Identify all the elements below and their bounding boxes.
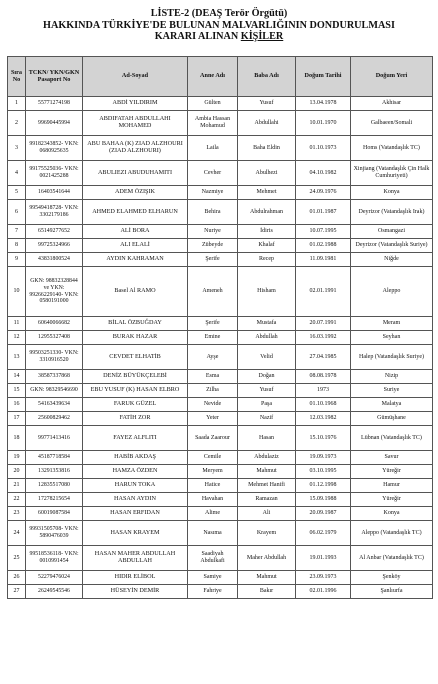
title-line-1: LİSTE-2 (DEAŞ Terör Örgütü) (150, 8, 288, 19)
cell-birthplace: Osmangazi (351, 225, 433, 239)
cell-no: 4 (8, 161, 26, 186)
cell-tc: 55771274198 (26, 97, 83, 111)
table-row (8, 331, 433, 345)
cell-birthplace: Al Anbar (Vatandaşlık TC) (351, 546, 433, 571)
cell-father: Ali (238, 507, 296, 521)
cell-birthdate: 27.04.1985 (296, 345, 351, 370)
cell-birthplace: Gümüşhane (351, 412, 433, 426)
cell-tc: 45187718584 (26, 451, 83, 465)
cell-no: 8 (8, 239, 26, 253)
cell-mother: Nuriye (188, 225, 238, 239)
cell-mother: Ayşe (188, 345, 238, 370)
cell-father: Yusuf (238, 384, 296, 398)
cell-birthdate: 06.02.1979 (296, 521, 351, 546)
cell-birthdate: 13.04.1978 (296, 97, 351, 111)
table-row (8, 186, 433, 200)
title-line-3 (0, 31, 438, 43)
cell-birthdate: 04.10.1982 (296, 161, 351, 186)
table-row (8, 412, 433, 426)
cell-birthplace: Aleppo (351, 267, 433, 317)
cell-mother: Behira (188, 200, 238, 225)
table-row (8, 384, 433, 398)
cell-name: HASAN AYDIN (83, 493, 188, 507)
cell-birthplace: Akhisar (351, 97, 433, 111)
cell-father: Maher Abdullah (238, 546, 296, 571)
cell-birthdate: 01.01.1987 (296, 200, 351, 225)
cell-name: ADEM ÖZIŞIK (83, 186, 188, 200)
cell-name: ABULIEZI ABUDUHAMITI (83, 161, 188, 186)
cell-father: Khalaf (238, 239, 296, 253)
cell-birthplace: Savur (351, 451, 433, 465)
cell-name: HASAN ERFIDAN (83, 507, 188, 521)
cell-no: 11 (8, 317, 26, 331)
cell-name: ALİ BORA (83, 225, 188, 239)
table-row (8, 521, 433, 546)
title-line-3-underlined: KİŞİLER (240, 31, 284, 42)
cell-mother: Ambia Hassan Mohamud (188, 111, 238, 136)
cell-name: HABİB AKDAŞ (83, 451, 188, 465)
cell-birthplace: Deyrizor (Vatandaşlık Suriye) (351, 239, 433, 253)
cell-mother: Fahriye (188, 585, 238, 599)
cell-name: FATİH ZOR (83, 412, 188, 426)
cell-tc: 60019087584 (26, 507, 83, 521)
cell-no: 9 (8, 253, 26, 267)
cell-mother: Şerife (188, 317, 238, 331)
table-row (8, 200, 433, 225)
cell-name: ABU BAHAA (K) ZIAD ALZHOURI (ZIAD ALZHOURI) (83, 136, 188, 161)
cell-no: 16 (8, 398, 26, 412)
table-row (8, 585, 433, 599)
cell-mother: Nazmiye (188, 186, 238, 200)
cell-mother: Esma (188, 370, 238, 384)
cell-father: Krayem (238, 521, 296, 546)
cell-name: FAYEZ ALFLITI (83, 426, 188, 451)
cell-birthplace: Niğde (351, 253, 433, 267)
cell-tc: 43831800524 (26, 253, 83, 267)
cell-mother: Meryem (188, 465, 238, 479)
table-row (8, 398, 433, 412)
cell-birthplace: Meram (351, 317, 433, 331)
table-row (8, 345, 433, 370)
cell-name: DENİZ BÜYÜKÇELEBİ (83, 370, 188, 384)
cell-birthdate: 19.01.1993 (296, 546, 351, 571)
cell-birthdate: 1973 (296, 384, 351, 398)
cell-mother: Cevher (188, 161, 238, 186)
cell-no: 26 (8, 571, 26, 585)
cell-birthdate: 11.09.1981 (296, 253, 351, 267)
table-row (8, 479, 433, 493)
table-row (8, 239, 433, 253)
cell-mother: Nasıma (188, 521, 238, 546)
cell-birthplace: Hamur (351, 479, 433, 493)
cell-birthdate: 10.01.1970 (296, 111, 351, 136)
cell-birthplace: Nizip (351, 370, 433, 384)
cell-tc: 17278215654 (26, 493, 83, 507)
cell-mother: Emine (188, 331, 238, 345)
cell-father: Abdulrahman (238, 200, 296, 225)
cell-birthdate: 01.10.1968 (296, 398, 351, 412)
cell-name: BURAK HAZAR (83, 331, 188, 345)
cell-tc: 12835517080 (26, 479, 83, 493)
table-row (8, 426, 433, 451)
cell-no: 6 (8, 200, 26, 225)
cell-name: AHMED ELAHMED ELHARUN (83, 200, 188, 225)
cell-no: 12 (8, 331, 26, 345)
cell-name: ALI ELALİ (83, 239, 188, 253)
cell-name: HASAN KRAYEM (83, 521, 188, 546)
cell-tc: 99182343852- VKN: 0680925635 (26, 136, 83, 161)
cell-name: HÜSEYİN DEMİR (83, 585, 188, 599)
cell-birthplace: Seyhan (351, 331, 433, 345)
cell-no: 13 (8, 345, 26, 370)
header-tc: TCKN/ YKN/GKN Pasaport No (26, 57, 83, 97)
cell-father: Paşa (238, 398, 296, 412)
cell-tc: 99771413416 (26, 426, 83, 451)
cell-father: Mahmut (238, 571, 296, 585)
cell-tc: 99549418728- VKN: 3302179186 (26, 200, 83, 225)
cell-mother: Nevide (188, 398, 238, 412)
cell-father: Abdullahi (238, 111, 296, 136)
cell-father: İdiris (238, 225, 296, 239)
cell-father: Ramazan (238, 493, 296, 507)
cell-father: Hisham (238, 267, 296, 317)
cell-no: 10 (8, 267, 26, 317)
title-line-3-plain: KARARI ALINAN (154, 31, 241, 42)
cell-no: 15 (8, 384, 26, 398)
cell-mother: Laila (188, 136, 238, 161)
cell-birthdate: 03.10.1995 (296, 465, 351, 479)
cell-no: 17 (8, 412, 26, 426)
table-row (8, 97, 433, 111)
cell-mother: Hatice (188, 479, 238, 493)
cell-tc: 99725324966 (26, 239, 83, 253)
cell-mother: Samiye (188, 571, 238, 585)
cell-tc: 54163439634 (26, 398, 83, 412)
header-birthplace: Doğum Yeri (351, 57, 433, 97)
cell-father: Mehmet (238, 186, 296, 200)
header-no: Sıra No (8, 57, 26, 97)
cell-mother: Gülten (188, 97, 238, 111)
cell-no: 21 (8, 479, 26, 493)
document-title (0, 8, 438, 43)
cell-birthplace: Aleppo (Vatandaşlık TC) (351, 521, 433, 546)
cell-birthdate: 23.09.1973 (296, 571, 351, 585)
cell-mother: Cemile (188, 451, 238, 465)
title-line-2: HAKKINDA TÜRKİYE'DE BULUNAN MALVARLIĞININ DONDURULMASI (43, 19, 395, 31)
cell-birthplace: Lübnan (Vatandaşlık TC) (351, 426, 433, 451)
cell-no: 24 (8, 521, 26, 546)
table-row (8, 317, 433, 331)
cell-tc: 99503251330- VKN: 3310916520 (26, 345, 83, 370)
cell-father: Yusuf (238, 97, 296, 111)
cell-birthplace: Konya (351, 186, 433, 200)
cell-no: 7 (8, 225, 26, 239)
cell-no: 18 (8, 426, 26, 451)
cell-birthplace: Yüreğir (351, 465, 433, 479)
cell-birthplace: Galbaeen/Somali (351, 111, 433, 136)
cell-no: 2 (8, 111, 26, 136)
cell-no: 27 (8, 585, 26, 599)
cell-no: 23 (8, 507, 26, 521)
cell-father: Nazif (238, 412, 296, 426)
cell-name: AYDIN KAHRAMAN (83, 253, 188, 267)
cell-mother: Ameneh (188, 267, 238, 317)
cell-name: HAMZA ÖZDEN (83, 465, 188, 479)
cell-birthplace: Homs (Vatandaşlık TC) (351, 136, 433, 161)
cell-tc: 16403541644 (26, 186, 83, 200)
cell-mother: Saadiyah Abdulkafi (188, 546, 238, 571)
cell-name: Basel Al RAMO (83, 267, 188, 317)
cell-no: 14 (8, 370, 26, 384)
cell-father: Abulhezi (238, 161, 296, 186)
cell-birthdate: 20.07.1991 (296, 317, 351, 331)
cell-birthplace: Halep (Vatandaşlık Suriye) (351, 345, 433, 370)
cell-mother: Zübeyde (188, 239, 238, 253)
cell-birthdate: 01.12.1998 (296, 479, 351, 493)
cell-tc: 38587337868 (26, 370, 83, 384)
cell-no: 1 (8, 97, 26, 111)
cell-mother: Alime (188, 507, 238, 521)
cell-father: Hasan (238, 426, 296, 451)
cell-name: HARUN TOKA (83, 479, 188, 493)
header-father: Baba Adı (238, 57, 296, 97)
cell-father: Doğan (238, 370, 296, 384)
cell-tc: 60640066682 (26, 317, 83, 331)
table-row (8, 507, 433, 521)
cell-birthdate: 15.10.1976 (296, 426, 351, 451)
cell-birthdate: 10.07.1995 (296, 225, 351, 239)
cell-birthplace: Şenköy (351, 571, 433, 585)
cell-no: 20 (8, 465, 26, 479)
table-row (8, 571, 433, 585)
cell-name: FARUK GÜZEL (83, 398, 188, 412)
cell-no: 5 (8, 186, 26, 200)
cell-no: 25 (8, 546, 26, 571)
cell-birthplace: Şanlıurfa (351, 585, 433, 599)
cell-mother: Havahan (188, 493, 238, 507)
cell-birthdate: 16.03.1992 (296, 331, 351, 345)
cell-father: Mehmet Hanifi (238, 479, 296, 493)
table-row (8, 136, 433, 161)
cell-birthdate: 20.09.1987 (296, 507, 351, 521)
cell-tc: GKN: 98329546690 (26, 384, 83, 398)
cell-birthplace: Deyrizor (Vatandaşlık Irak) (351, 200, 433, 225)
cell-birthdate: 08.08.1978 (296, 370, 351, 384)
cell-tc: GKN: 98832328844 ve YKN: 99266229140- VKN: 0580191000 (26, 267, 83, 317)
cell-birthdate: 02.01.1991 (296, 267, 351, 317)
cell-father: Abdulaziz (238, 451, 296, 465)
cell-tc: 99518536118- VKN: 0010991454 (26, 546, 83, 571)
cell-birthplace: Malatya (351, 398, 433, 412)
cell-name: HASAN MAHER ABDULLAH ABDULLAH (83, 546, 188, 571)
cell-birthdate: 15.09.1988 (296, 493, 351, 507)
cell-tc: 99175525036- VKN: 0021425288 (26, 161, 83, 186)
cell-father: Mustafa (238, 317, 296, 331)
table-row (8, 267, 433, 317)
cell-name: BİLAL ÖZBUĞDAY (83, 317, 188, 331)
table-header-row (8, 57, 433, 97)
header-birthdate: Doğum Tarihi (296, 57, 351, 97)
table-row (8, 161, 433, 186)
cell-father: Baha Eldin (238, 136, 296, 161)
cell-name: ABDİ YILDIRIM (83, 97, 188, 111)
cell-mother: Şerife (188, 253, 238, 267)
cell-name: CEVDET ELHATİB (83, 345, 188, 370)
table-row (8, 225, 433, 239)
table-row (8, 493, 433, 507)
cell-birthplace: Yüreğir (351, 493, 433, 507)
cell-mother: Saada Zaarour (188, 426, 238, 451)
cell-no: 19 (8, 451, 26, 465)
cell-name: HIDIR ELİBOL (83, 571, 188, 585)
cell-tc: 65149277652 (26, 225, 83, 239)
cell-tc: 99690445994 (26, 111, 83, 136)
cell-tc: 25600829462 (26, 412, 83, 426)
cell-birthplace: Konya (351, 507, 433, 521)
table-row (8, 253, 433, 267)
cell-birthdate: 19.09.1973 (296, 451, 351, 465)
cell-mother: Yeter (188, 412, 238, 426)
table-row (8, 465, 433, 479)
cell-no: 22 (8, 493, 26, 507)
cell-birthplace: Xinjiang (Vatandaşlık Çin Halk Cumhuriyeti) (351, 161, 433, 186)
cell-no: 3 (8, 136, 26, 161)
cell-birthdate: 02.01.1996 (296, 585, 351, 599)
cell-mother: Zilha (188, 384, 238, 398)
table-body (8, 97, 433, 599)
table-row (8, 111, 433, 136)
header-name: Ad-Soyad (83, 57, 188, 97)
cell-tc: 52279476024 (26, 571, 83, 585)
cell-father: Mahmut (238, 465, 296, 479)
cell-father: Velid (238, 345, 296, 370)
cell-tc: 26249545546 (26, 585, 83, 599)
cell-father: Recep (238, 253, 296, 267)
table-row (8, 370, 433, 384)
cell-father: Bakır (238, 585, 296, 599)
cell-birthdate: 24.09.1976 (296, 186, 351, 200)
cell-tc: 13291353816 (26, 465, 83, 479)
cell-birthdate: 12.03.1982 (296, 412, 351, 426)
cell-birthplace: Suriye (351, 384, 433, 398)
persons-table (7, 56, 433, 599)
table-row (8, 451, 433, 465)
cell-birthdate: 01.02.1988 (296, 239, 351, 253)
header-mother: Anne Adı (188, 57, 238, 97)
cell-tc: 99931505708- VKN: 5890476039 (26, 521, 83, 546)
cell-name: ABDIFATAH ABDULLAHI MOHAMED (83, 111, 188, 136)
cell-tc: 12955327408 (26, 331, 83, 345)
cell-birthdate: 01.10.1973 (296, 136, 351, 161)
table-row (8, 546, 433, 571)
cell-father: Abdullah (238, 331, 296, 345)
cell-name: EBU YUSUF (K) HASAN ELBRO (83, 384, 188, 398)
